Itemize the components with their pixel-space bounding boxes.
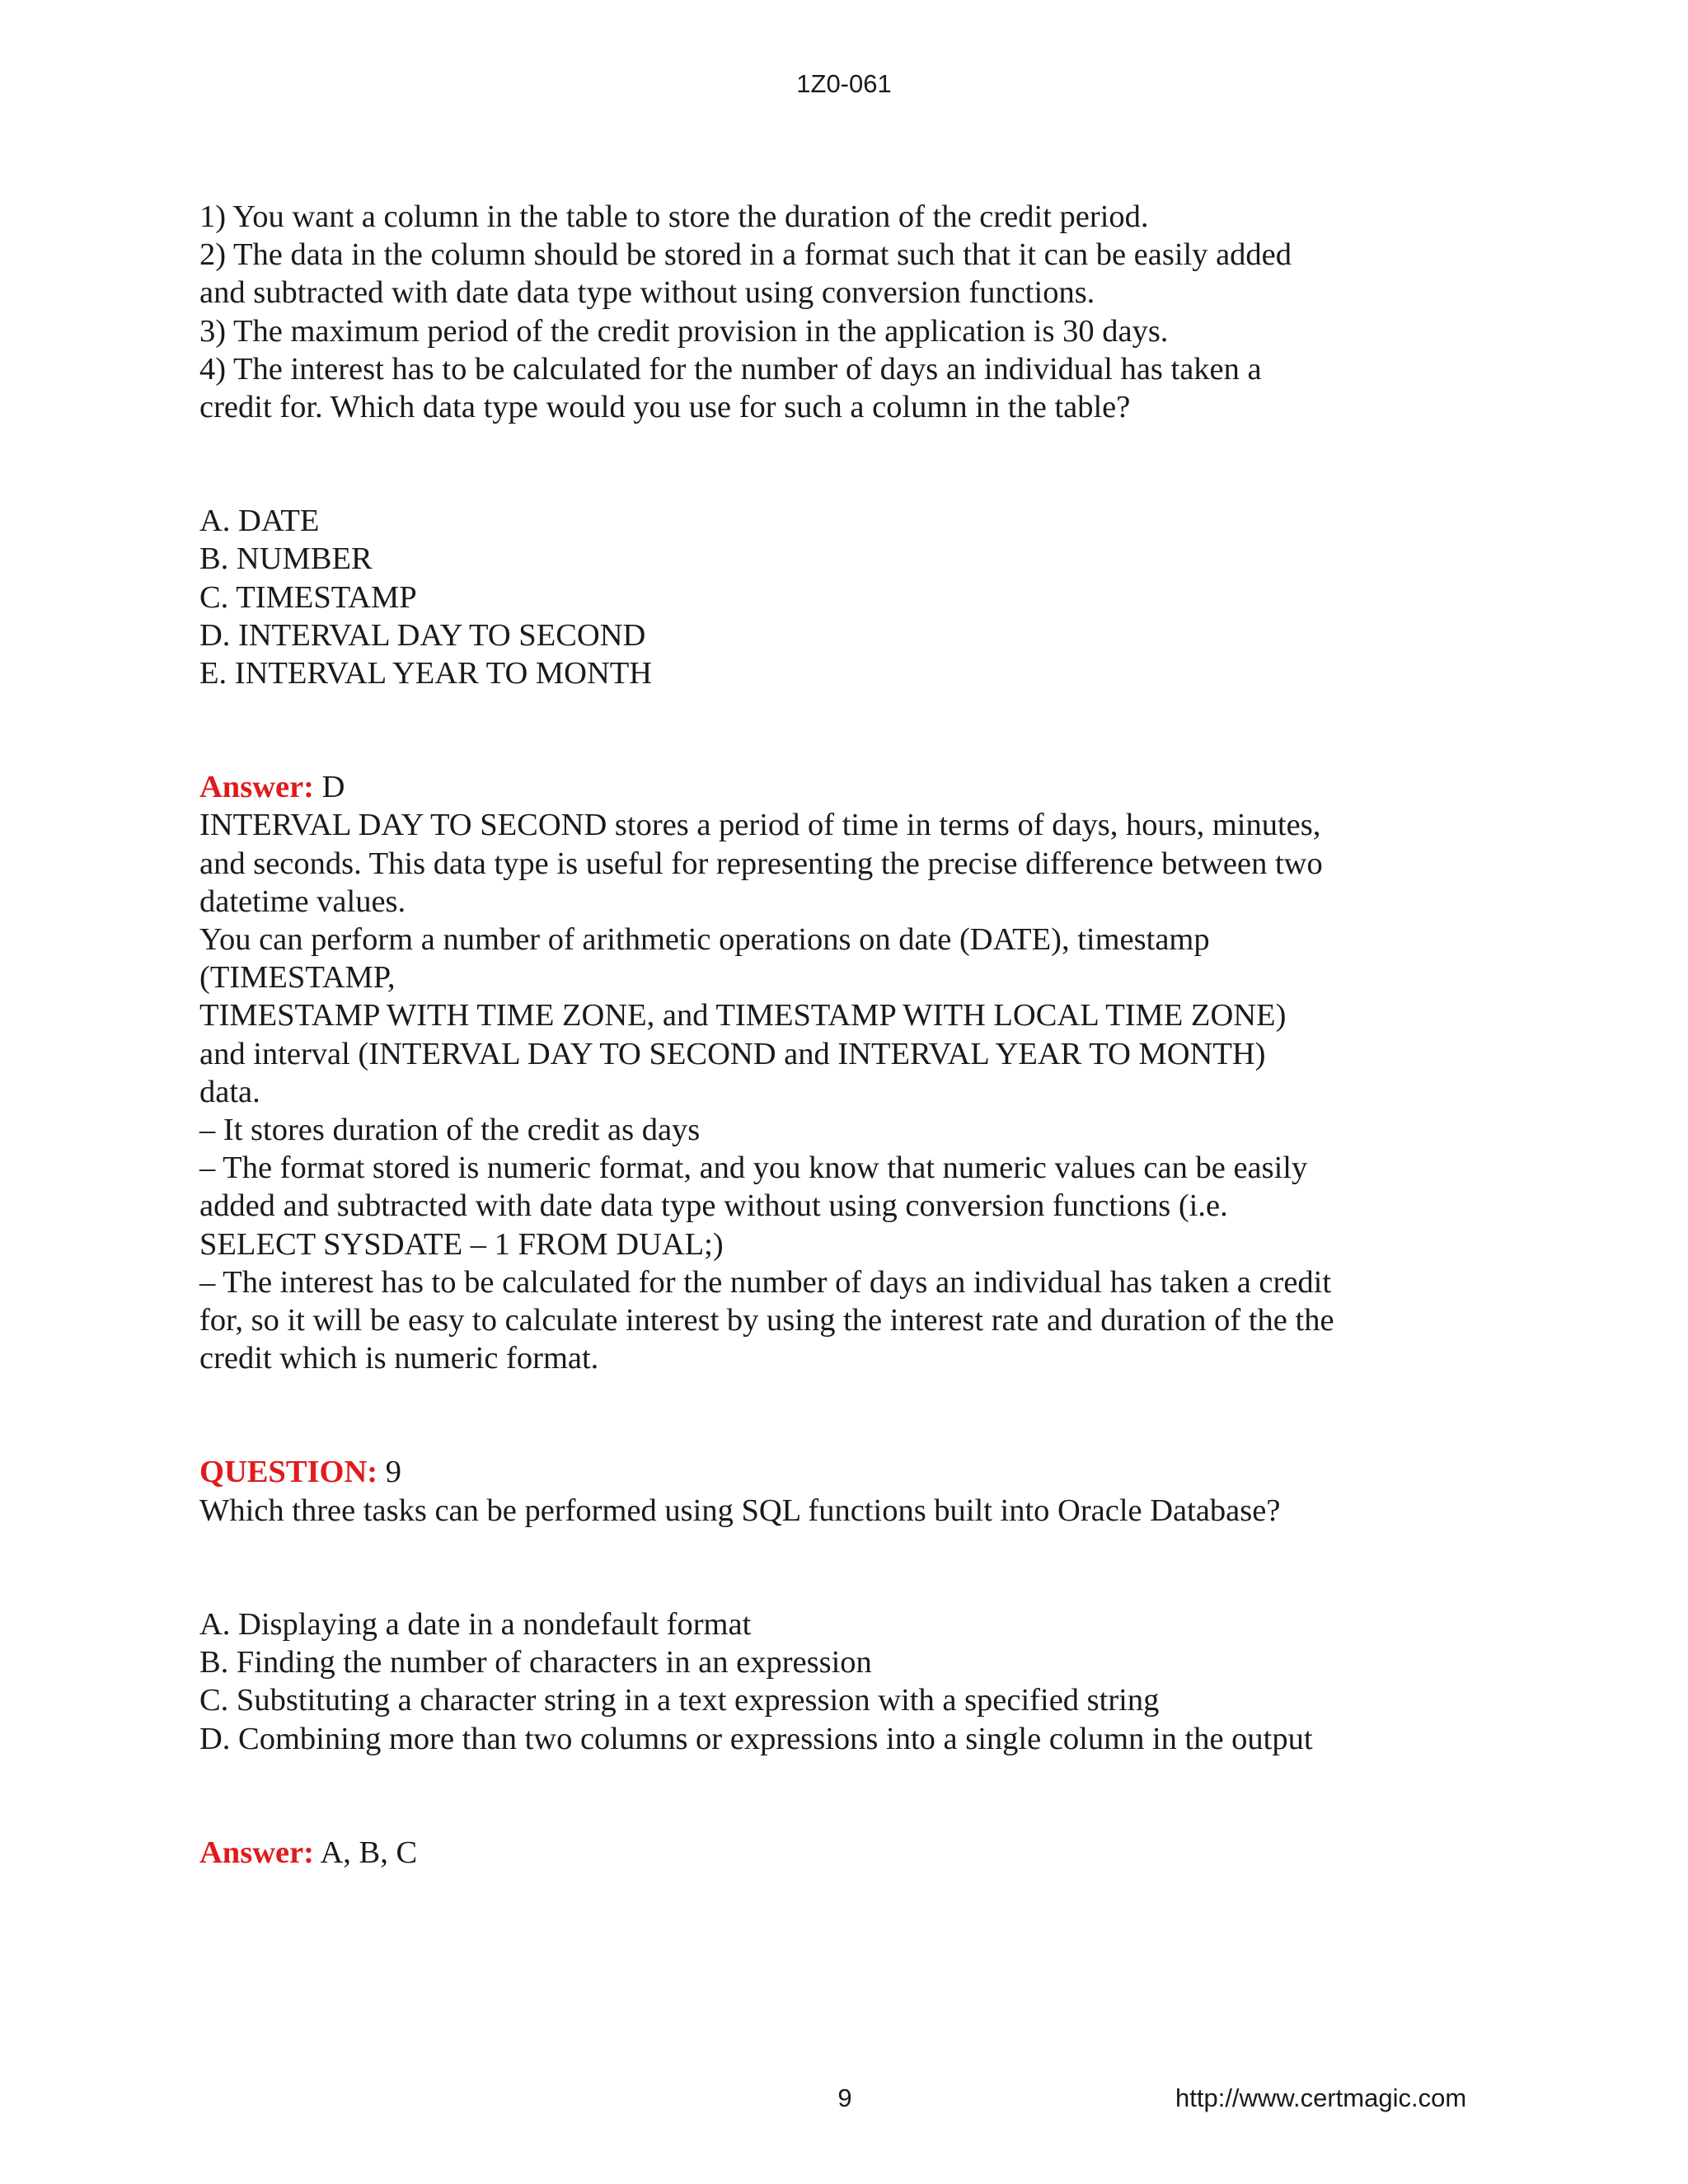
answer-value: D: [314, 770, 345, 805]
explanation-line: credit which is numeric format.: [199, 1341, 599, 1376]
explanation-line: and interval (INTERVAL DAY TO SECOND and INTERVAL YEAR TO MONTH): [199, 1036, 1266, 1071]
option-item: C. TIMESTAMP: [199, 579, 417, 615]
explanation-line: – It stores duration of the credit as days: [199, 1113, 701, 1148]
context-line: and subtracted with date data type without using conversion functions.: [199, 275, 1095, 311]
explanation-line: for, so it will be easy to calculate interest by using the interest rate and duration of the the: [199, 1303, 1334, 1338]
q9-text: Which three tasks can be performed using SQL functions built into Oracle Database?: [199, 1493, 1281, 1528]
q8-answer: [199, 768, 1436, 806]
question-label: QUESTION:: [199, 1455, 378, 1490]
answer-label: Answer:: [199, 1835, 314, 1870]
page-header-exam-code: 1Z0-061: [796, 69, 892, 98]
context-line: 3) The maximum period of the credit provision in the application is 30 days.: [199, 313, 1169, 349]
q9-answer: [199, 1834, 1436, 1872]
footer-url: http://www.certmagic.com: [1175, 2083, 1467, 2112]
explanation-line: SELECT SYSDATE – 1 FROM DUAL;): [199, 1226, 724, 1262]
context-line: 2) The data in the column should be stored in a format such that it can be easily added: [199, 237, 1292, 273]
answer-label: Answer:: [199, 770, 314, 805]
explanation-line: and seconds. This data type is useful for representing the precise difference between two: [199, 846, 1323, 881]
q9-options-list: [199, 1605, 1436, 1758]
explanation-line: datetime values.: [199, 883, 406, 919]
explanation-line: INTERVAL DAY TO SECOND stores a period of time in terms of days, hours, minutes,: [199, 808, 1321, 843]
context-line: 1) You want a column in the table to store the duration of the credit period.: [199, 199, 1149, 234]
q8-options-list: [199, 502, 1436, 692]
page-number: 9: [837, 2083, 852, 2112]
option-item: D. Combining more than two columns or expressions into a single column in the output: [199, 1721, 1313, 1756]
q9-heading: [199, 1453, 1436, 1491]
option-item: D. INTERVAL DAY TO SECOND: [199, 617, 646, 653]
option-item: A. DATE: [199, 504, 320, 539]
context-line: credit for. Which data type would you use for such a column in the table?: [199, 390, 1131, 425]
explanation-line: (TIMESTAMP,: [199, 960, 396, 996]
explanation-line: – The format stored is numeric format, and you know that numeric values can be easily: [199, 1151, 1308, 1186]
document-body: [199, 198, 1436, 1872]
context-line: 4) The interest has to be calculated for the number of days an individual has taken a: [199, 351, 1262, 387]
explanation-line: data.: [199, 1074, 260, 1109]
question-number: 9: [377, 1455, 401, 1490]
option-item: C. Substituting a character string in a text expression with a specified string: [199, 1683, 1160, 1718]
explanation-line: You can perform a number of arithmetic operations on date (DATE), timestamp: [199, 922, 1210, 958]
answer-value: A, B, C: [314, 1835, 418, 1870]
option-item: A. Displaying a date in a nondefault format: [199, 1606, 752, 1642]
explanation-line: – The interest has to be calculated for the number of days an individual has taken a credit: [199, 1264, 1332, 1300]
explanation-line: TIMESTAMP WITH TIME ZONE, and TIMESTAMP WITH LOCAL TIME ZONE): [199, 998, 1287, 1033]
option-item: B. NUMBER: [199, 541, 373, 577]
question-context: [199, 198, 1436, 426]
option-item: E. INTERVAL YEAR TO MONTH: [199, 656, 653, 691]
q8-explanation: [199, 806, 1436, 1377]
explanation-line: added and subtracted with date data type without using conversion functions (i.e.: [199, 1188, 1228, 1224]
option-item: B. Finding the number of characters in an expression: [199, 1645, 872, 1680]
